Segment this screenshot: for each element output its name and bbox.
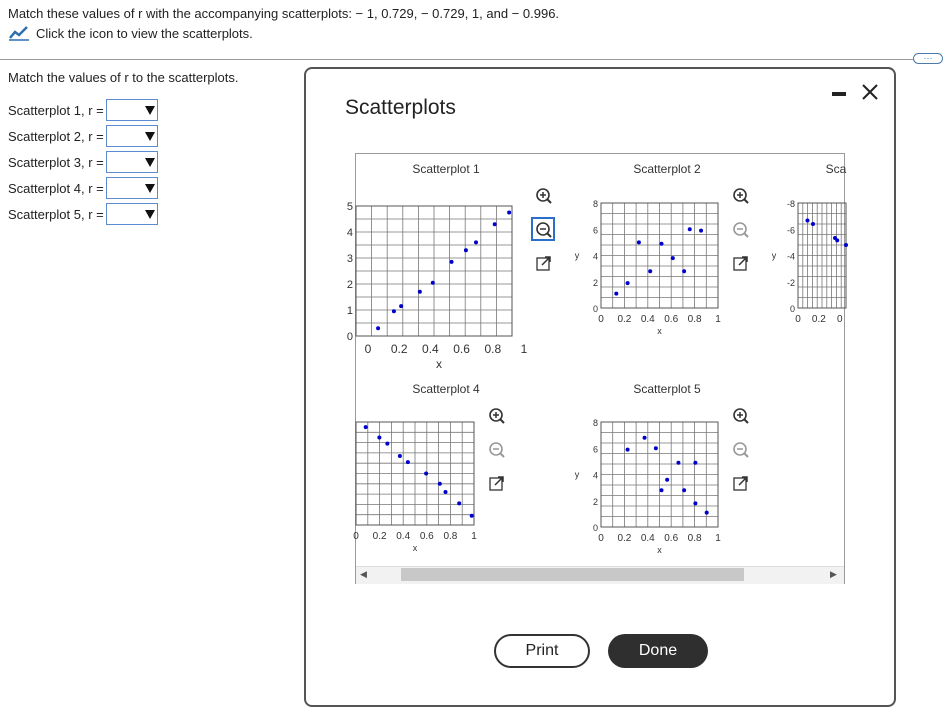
x-tick-label: 0.2 (372, 531, 387, 542)
plot-title: Scatterplot 2 (633, 162, 701, 176)
x-axis-label: x (657, 326, 662, 336)
zoom-out-icon[interactable] (500, 453, 504, 457)
data-point (450, 260, 454, 264)
x-tick-label: 0.8 (687, 533, 702, 544)
x-axis-label: x (657, 545, 662, 555)
r-select-5[interactable] (106, 203, 158, 225)
close-icon[interactable] (860, 82, 880, 102)
x-tick-label: 0.6 (664, 533, 679, 544)
y-tick-label: 0 (592, 523, 598, 533)
data-point (705, 511, 709, 515)
scatterplots-viewport[interactable] (346, 153, 847, 584)
data-point (614, 292, 618, 296)
x-tick-label: 0 (836, 314, 843, 325)
y-tick-label: 2 (346, 279, 353, 291)
data-point (693, 501, 697, 505)
y-tick-label: 8 (592, 199, 598, 209)
x-tick-label: 0.4 (640, 533, 655, 544)
data-point (806, 219, 810, 223)
x-tick-label: 0.8 (443, 531, 458, 542)
y-tick-label: 4 (592, 470, 598, 481)
x-tick-label: 0 (598, 314, 604, 325)
x-tick-label: 0 (353, 531, 359, 542)
hint-text[interactable]: Click the icon to view the scatterplots. (36, 25, 253, 41)
data-point (457, 501, 461, 505)
dropdown-arrow-icon[interactable] (143, 100, 157, 120)
r-select-3[interactable] (106, 151, 158, 173)
question-text: Match these values of r with the accompanying scatterplots: − 1, 0.729, − 0.729, 1, and − 0.996. (8, 6, 560, 21)
view-scatterplots-link[interactable] (8, 24, 253, 42)
data-point (392, 309, 396, 313)
data-point (654, 446, 658, 450)
data-point (626, 281, 630, 285)
x-tick-label: 0.2 (811, 314, 826, 325)
data-point (682, 488, 686, 492)
data-point (660, 488, 664, 492)
zoom-out-icon[interactable] (547, 233, 551, 237)
y-tick-label: 2 (592, 496, 598, 507)
answer-label: Scatterplot 2, r = (8, 128, 104, 144)
answer-row-5 (8, 203, 158, 225)
data-point (693, 461, 697, 465)
data-point (385, 442, 389, 446)
match-prompt: Match the values of r to the scatterplots. (8, 70, 239, 85)
x-tick-label: 1 (520, 342, 528, 356)
y-tick-label: 5 (346, 201, 353, 213)
x-axis-label: x (412, 543, 418, 553)
x-tick-label: 0.6 (419, 531, 434, 542)
data-point (835, 238, 839, 242)
scroll-right-icon[interactable]: ▶ (830, 569, 837, 579)
data-point (688, 227, 692, 231)
data-point (376, 326, 380, 330)
plot-title: Sca (825, 162, 847, 176)
scatterplots-canvas (346, 154, 847, 585)
y-tick-label: 1 (346, 305, 353, 317)
x-tick-label: 0.4 (396, 531, 411, 542)
answer-row-3 (8, 151, 158, 173)
y-tick-label: -4 (786, 251, 795, 262)
divider (0, 59, 915, 60)
y-tick-label: 2 (592, 277, 598, 288)
data-point (438, 482, 442, 486)
data-point (399, 304, 403, 308)
data-point (665, 478, 669, 482)
data-point (464, 248, 468, 252)
data-point (844, 243, 848, 247)
r-select-2[interactable] (106, 125, 158, 147)
done-button[interactable]: Done (608, 634, 708, 668)
r-select-1[interactable] (106, 99, 158, 121)
x-tick-label: 0 (598, 533, 604, 544)
data-point (507, 211, 511, 215)
plot-title: Scatterplot 5 (633, 382, 701, 396)
dropdown-arrow-icon[interactable] (143, 178, 157, 198)
x-tick-label: 1 (471, 531, 477, 542)
zoom-out-icon[interactable] (744, 453, 748, 457)
data-point (648, 269, 652, 273)
zoom-out-icon[interactable] (744, 233, 748, 237)
answer-label: Scatterplot 1, r = (8, 102, 104, 118)
dropdown-arrow-icon[interactable] (143, 152, 157, 172)
zoom-in-icon[interactable] (547, 199, 551, 203)
answer-row-1 (8, 99, 158, 121)
y-axis-label: y (574, 250, 580, 261)
x-tick-label: 0.8 (484, 342, 502, 356)
data-point (470, 514, 474, 518)
data-point (493, 222, 497, 226)
dropdown-arrow-icon[interactable] (143, 204, 157, 224)
y-tick-label: 0 (592, 304, 598, 314)
answer-row-4 (8, 177, 158, 199)
r-select-4[interactable] (106, 177, 158, 199)
x-tick-label: 0.6 (664, 314, 679, 325)
data-point (637, 240, 641, 244)
dialog-title: Scatterplots (345, 96, 456, 119)
scroll-thumb[interactable] (401, 568, 744, 581)
x-tick-label: 0.4 (640, 314, 655, 325)
answer-label: Scatterplot 4, r = (8, 180, 104, 196)
x-tick-label: 0 (795, 314, 801, 325)
data-point (682, 269, 686, 273)
x-axis-label: x (436, 357, 442, 371)
plot-title: Scatterplot 4 (412, 382, 480, 396)
y-tick-label: -2 (786, 277, 795, 288)
data-point (676, 461, 680, 465)
scroll-left-icon[interactable]: ◀ (360, 569, 367, 579)
x-tick-label: 0.2 (617, 314, 632, 325)
x-tick-label: 0.8 (687, 314, 702, 325)
y-tick-label: 6 (592, 225, 598, 236)
x-tick-label: 1 (715, 314, 721, 325)
data-point (377, 435, 381, 439)
data-point (406, 460, 410, 464)
data-point (811, 222, 815, 226)
data-point (671, 256, 675, 260)
zoom-in-icon[interactable] (500, 419, 504, 423)
data-point (626, 448, 630, 452)
answer-label: Scatterplot 3, r = (8, 154, 104, 170)
more-button[interactable]: ··· (913, 53, 943, 64)
x-tick-label: 0.4 (422, 342, 439, 356)
data-point (643, 436, 647, 440)
y-axis-label: y (771, 250, 777, 261)
data-point (431, 281, 435, 285)
data-point (424, 472, 428, 476)
y-tick-label: 4 (346, 227, 353, 239)
x-tick-label: 0.6 (453, 342, 470, 356)
x-tick-label: 0 (364, 342, 372, 356)
zoom-in-icon[interactable] (744, 419, 748, 423)
y-tick-label: 4 (592, 251, 598, 262)
data-point (398, 454, 402, 458)
data-point (364, 425, 368, 429)
print-button[interactable]: Print (494, 634, 590, 668)
y-tick-label: 6 (592, 444, 598, 455)
x-tick-label: 1 (715, 533, 721, 544)
x-tick-label: 0.2 (390, 342, 408, 356)
minimize-icon[interactable] (832, 92, 846, 96)
x-tick-label: 0.2 (617, 533, 632, 544)
dropdown-arrow-icon[interactable] (143, 126, 157, 146)
y-tick-label: -8 (786, 199, 795, 209)
data-point (418, 290, 422, 294)
y-axis-label: y (574, 469, 580, 480)
data-point (699, 229, 703, 233)
y-tick-label: 3 (346, 253, 353, 265)
y-tick-label: 0 (346, 331, 353, 343)
answer-row-2 (8, 125, 158, 147)
zoom-in-icon[interactable] (744, 199, 748, 203)
y-tick-label: 8 (592, 418, 598, 428)
chart-icon[interactable] (8, 24, 30, 42)
plot-title: Scatterplot 1 (412, 162, 480, 176)
y-tick-label: 0 (789, 304, 795, 314)
data-point (474, 240, 478, 244)
y-tick-label: -6 (786, 225, 795, 236)
data-point (660, 242, 664, 246)
data-point (444, 490, 448, 494)
answer-label: Scatterplot 5, r = (8, 206, 104, 222)
